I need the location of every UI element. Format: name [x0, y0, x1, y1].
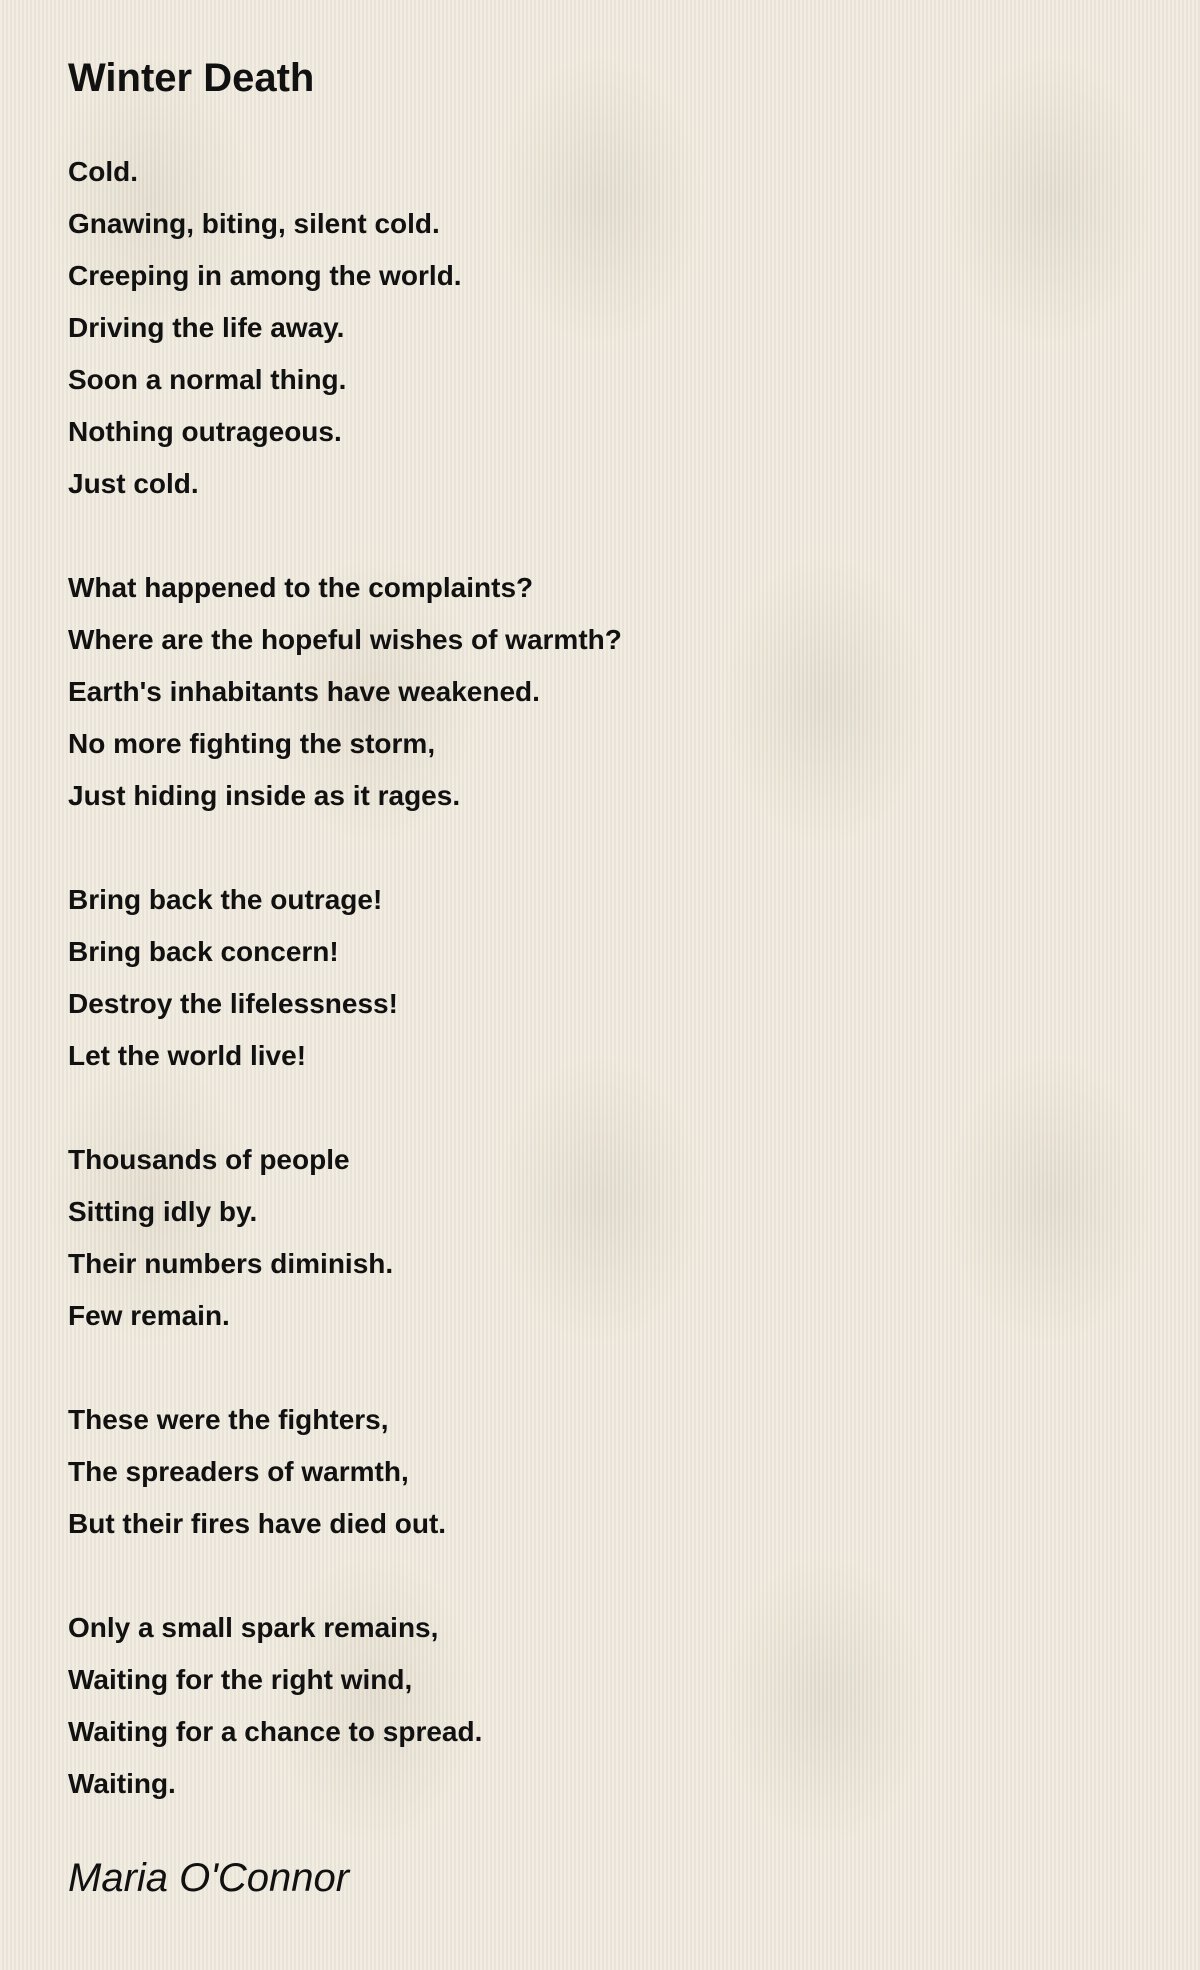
- poem-line: Waiting for a chance to spread.: [68, 1716, 483, 1747]
- poem-line: These were the fighters,: [68, 1404, 389, 1435]
- poem-line: Their numbers diminish.: [68, 1248, 394, 1279]
- poem-line: Only a small spark remains,: [68, 1612, 439, 1643]
- stanza-2: [68, 562, 1148, 822]
- poem-line: Sitting idly by.: [68, 1196, 258, 1227]
- stanza-6: [68, 1602, 1148, 1810]
- poem-line: Soon a normal thing.: [68, 364, 347, 395]
- poem-line: Nothing outrageous.: [68, 416, 342, 447]
- stanza-4: [68, 1134, 1148, 1342]
- poem-line: What happened to the complaints?: [68, 572, 534, 603]
- poem-line: Waiting.: [68, 1768, 176, 1799]
- stanza-3: [68, 874, 1148, 1082]
- poem-line: Thousands of people: [68, 1144, 350, 1175]
- poem-line: Bring back the outrage!: [68, 884, 383, 915]
- poem-line: But their fires have died out.: [68, 1508, 447, 1539]
- poem-line: Few remain.: [68, 1300, 230, 1331]
- poem-line: Just cold.: [68, 468, 199, 499]
- poem-line: Waiting for the right wind,: [68, 1664, 413, 1695]
- poem-line: Earth's inhabitants have weakened.: [68, 676, 540, 707]
- poem-line: Creeping in among the world.: [68, 260, 462, 291]
- poem-line: Where are the hopeful wishes of warmth?: [68, 624, 622, 655]
- poem-title: Winter Death: [68, 56, 315, 100]
- stanza-1: [68, 146, 1148, 510]
- poem-line: Driving the life away.: [68, 312, 345, 343]
- poem-line: Let the world live!: [68, 1040, 307, 1071]
- poem-line: Bring back concern!: [68, 936, 339, 967]
- poem-line: Just hiding inside as it rages.: [68, 780, 461, 811]
- poem-page: [68, 50, 1148, 1906]
- poem-author: Maria O'Connor: [68, 1856, 350, 1900]
- stanza-5: [68, 1394, 1148, 1550]
- poem-line: No more fighting the storm,: [68, 728, 436, 759]
- poem-line: Gnawing, biting, silent cold.: [68, 208, 440, 239]
- poem-line: Destroy the lifelessness!: [68, 988, 398, 1019]
- poem-line: The spreaders of warmth,: [68, 1456, 409, 1487]
- poem-line: Cold.: [68, 156, 138, 187]
